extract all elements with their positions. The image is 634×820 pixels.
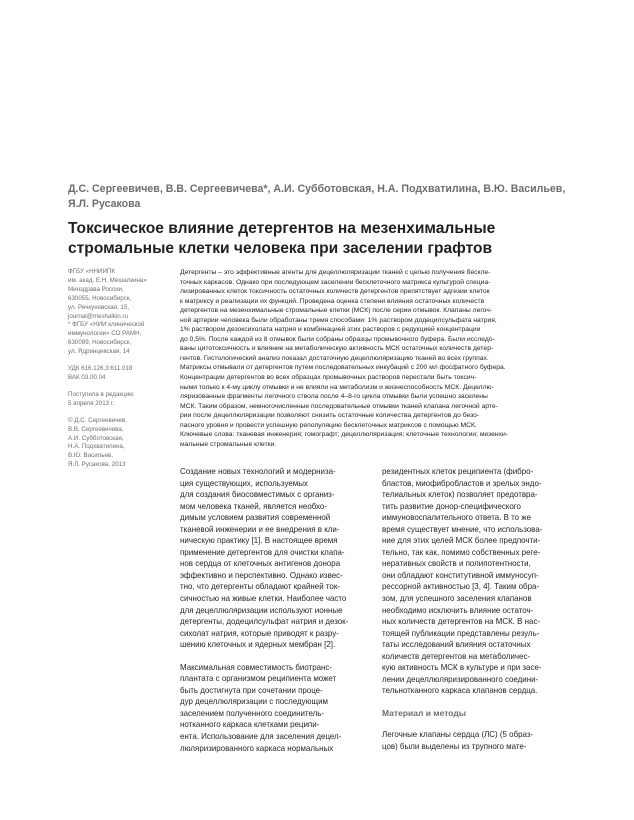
abstract-line: детергентов на мезенхимальные стромальные клетки (МСК) после серии отмывок. Клапаны легоч- bbox=[180, 307, 493, 315]
body-line: тно, что детергенты обладают крайней ток- bbox=[180, 582, 340, 592]
body-line: зом, для успешного заселения клапанов bbox=[382, 594, 532, 604]
copyright-line: В.В. Сергеевичева, bbox=[68, 425, 124, 433]
udk-code: УДК 616.126.3:611.018 bbox=[68, 365, 133, 373]
body-line: неративных свойств и полипотентности, bbox=[382, 559, 531, 569]
title-line: стромальные клетки человека при заселении графтов bbox=[68, 239, 493, 257]
body-line: для децеллюляризации используют ионные bbox=[180, 605, 343, 615]
vak-code: ВАК 03.00.04 bbox=[68, 373, 106, 381]
methods-paragraph bbox=[382, 729, 558, 752]
body-line: плантата с организмом реципиента может bbox=[180, 674, 337, 684]
body-line: они обладают конститутивной иммуносуп- bbox=[382, 570, 539, 580]
authors-line: Д.С. Сергеевичев, В.В. Сергеевичева*, А.И. Субботовская, bbox=[68, 183, 375, 195]
abstract-line: лизированных клеток токсичность остаточных количеств детергентов препятствует адгезии клеток bbox=[180, 288, 490, 296]
section-heading-methods: Материал и методы bbox=[382, 707, 466, 718]
affiliation-line: иммунологии» СО РАМН, bbox=[68, 330, 142, 338]
body-column-right bbox=[382, 466, 558, 764]
affiliation-line: * ФГБУ «НИИ клинической bbox=[68, 321, 145, 329]
body-line: Максимальная совместимость биотранс- bbox=[180, 662, 333, 672]
abstract-line: 1% раствором дезоксихолата натрия и комбинацией этих растворов с редукцией концентрации bbox=[180, 326, 481, 334]
body-line: тоящей публикации представлены резуль- bbox=[382, 628, 540, 638]
body-line: иммуновоспалительного ответа. В то же bbox=[382, 513, 532, 523]
body-line: рессорной активностью [3, 4]. Таким обра- bbox=[382, 582, 540, 592]
body-line: время существует мнение, что использова- bbox=[382, 524, 543, 534]
body-line: цов) были выделены из трупного мате- bbox=[382, 742, 527, 752]
body-line: количеств детергентов на метаболичес- bbox=[382, 651, 531, 661]
copyright-line: © Д.С. Сергеевичев, bbox=[68, 416, 127, 424]
body-line: заселением полученного соединитель- bbox=[180, 708, 325, 718]
copyright-line: А.И. Субботовская, bbox=[68, 434, 124, 442]
body-line: мом человека тканей, является необхо- bbox=[180, 501, 327, 511]
abstract bbox=[180, 268, 570, 449]
body-line: дур децеллюляризации с последующим bbox=[180, 697, 328, 707]
title-line: Токсическое влияние детергентов на мезенхимальные bbox=[68, 220, 496, 237]
affiliation-line: 630055, Новосибирск, bbox=[68, 294, 132, 302]
compatibility-paragraph bbox=[180, 662, 356, 754]
abstract-line: Детергенты – это эффективные агенты для децеллюляризации тканей с целью получения бескле- bbox=[180, 269, 491, 276]
affiliation bbox=[68, 268, 156, 357]
affiliation-line: ул. Ядринцевская, 14 bbox=[68, 348, 130, 356]
received-line: Поступила в редакцию bbox=[68, 390, 134, 398]
body-line: тканевой инженерии и ее внедрения в кли- bbox=[180, 524, 340, 534]
keywords-line: Ключевые слова: тканевая инженерия; гомографт; децеллюляризация; клеточные технологии; мезенхи- bbox=[180, 431, 509, 439]
copyright-line: Я.Л. Русакова, 2013 bbox=[68, 461, 126, 469]
continuation-paragraph bbox=[382, 466, 558, 697]
abstract-line: Концентрации детергентов во всех образцах промывочных растворов перестали быть токсич- bbox=[180, 374, 477, 382]
affiliation-line: ФГБУ «ННИИПК bbox=[68, 268, 115, 275]
abstract-line: Матриксы отмывали от детергентов путем последовательных инкубаций с 200 мл фосфатного буфера. bbox=[180, 364, 506, 372]
abstract-line: точных каркасов. Однако при последующем заселении бесклеточного матрикса культурой специа- bbox=[180, 278, 491, 286]
body-line: применение детергентов для очистки клапа- bbox=[180, 547, 345, 557]
body-line: Создание новых технологий и модерниза- bbox=[180, 467, 336, 476]
sidebar-info bbox=[68, 268, 156, 478]
body-line: ническую практику [1]. В настоящее время bbox=[180, 536, 338, 546]
abstract-line: ваны цитотоксичность и влияние на метаболическую активность МСК остаточных количеств детер- bbox=[180, 345, 494, 353]
affiliation-line: 630099, Новосибирск, bbox=[68, 339, 132, 347]
body-line: телиальных клеток) позволяет предотвра- bbox=[382, 490, 538, 500]
abstract-line: ляризованные фрагменты легочного ствола после 4–8-го цикла отмывки были успешно заселены bbox=[180, 393, 488, 401]
body-line: сихолат натрия, которые приводят к разру- bbox=[180, 628, 339, 638]
body-line: кую активность МСК в культуре и при засе- bbox=[382, 663, 542, 673]
copyright-line: Н.А. Подхватилина, bbox=[68, 443, 125, 451]
affiliation-line: им. акад. Е.Н. Мешалкина» bbox=[68, 276, 147, 284]
body-line: детергенты, додецилсульфат натрия и дезок- bbox=[180, 617, 349, 627]
classification-codes bbox=[68, 365, 156, 383]
body-line: нов сердца от клеточных антигенов донора bbox=[180, 559, 341, 569]
body-line: тельно, так как, помимо собственных реге- bbox=[382, 547, 541, 557]
body-line: сичностью на живые клетки. Наиболее часто bbox=[180, 594, 347, 604]
article-title bbox=[68, 219, 598, 258]
body-line: шению клеточных и ядерных мембран [2]. bbox=[180, 640, 336, 650]
body-line: необходимо исключить влияние остаточ- bbox=[382, 605, 534, 615]
body-line: резидентных клеток реципиента (фибро- bbox=[382, 467, 534, 476]
body-line: ние для этих целей МСК более предпочти- bbox=[382, 536, 541, 546]
abstract-line: до 0,5%. После каждой из 8 отмывок были собраны образцы промывочного буфера. Были исследо- bbox=[180, 335, 495, 343]
body-line: для создания биосовместимых с организ- bbox=[180, 490, 335, 500]
body-line: бластов, миофибробластов и зрелых эндо- bbox=[382, 478, 542, 488]
body-line: ента. Использование для заселения децел- bbox=[180, 732, 342, 742]
body-line: димым условием развития современной bbox=[180, 513, 331, 523]
intro-paragraph bbox=[180, 466, 356, 651]
authors-line: Н.А. Подхватилина, В.Ю. Васильев, Я.Л. Русакова bbox=[68, 183, 566, 210]
affiliation-line: ул. Речкуновская, 15, bbox=[68, 303, 130, 311]
body-line: ных количеств детергентов на МСК. В нас- bbox=[382, 617, 541, 627]
received-line: 5 апреля 2013 г. bbox=[68, 399, 115, 407]
body-line: люляризированного каркаса нормальных bbox=[180, 743, 334, 753]
abstract-line: пасного уровня и провести успешную репопуляцию бесклеточных матриксов с помощью МСК. bbox=[180, 421, 477, 429]
abstract-line: к матриксу и реализации их функций. Проведена оценка степени влияния остаточных количеств bbox=[180, 297, 485, 305]
keywords-line: мальные стромальные клетки. bbox=[180, 440, 277, 448]
received-date bbox=[68, 391, 156, 409]
body-line: таты исследований влияния остаточных bbox=[382, 640, 531, 650]
body-line: Легочные клапаны сердца (ЛС) (5 образ- bbox=[382, 730, 534, 740]
body-line: эффективно и перспективно. Однако извес- bbox=[180, 570, 343, 580]
abstract-line: ными только к 4-му циклу отмывки и не влияли на метаболизм и жизнеспособность МСК. Децеллю- bbox=[180, 383, 494, 391]
body-column-left bbox=[180, 466, 356, 765]
copyright bbox=[68, 417, 156, 470]
abstract-line: ной артерии человека были обработаны тремя способами: 1% раствором додецилсульфата натрия, bbox=[180, 316, 497, 324]
body-line: лении децеллюляризированного соедини- bbox=[382, 674, 539, 684]
abstract-line: рии после децеллюляризации позволяют снизить остаточные количества детергентов до безо- bbox=[180, 412, 480, 420]
abstract-line: гентов. Гистологический анализ показал достаточную децеллюляризацию тканей во всех группах. bbox=[180, 354, 489, 362]
body-line: быть достигнута при сочетании проце- bbox=[180, 685, 323, 695]
affiliation-email[interactable]: journal@meshalkin.ru bbox=[68, 312, 128, 320]
body-line: тить развитие донор-специфического bbox=[382, 501, 521, 511]
affiliation-line: Минздрава России, bbox=[68, 285, 124, 293]
body-line: ция существующих, используемых bbox=[180, 478, 308, 488]
abstract-line: МСК. Таким образом, немногочисленные последовательные отмывки тканей клапана легочной арте- bbox=[180, 402, 498, 410]
copyright-line: В.Ю. Васильев, bbox=[68, 452, 113, 460]
body-line: тельнотканного каркаса клапанов сердца. bbox=[382, 686, 538, 696]
authors bbox=[68, 182, 588, 211]
body-line: нотканного каркаса клетками реципи- bbox=[180, 720, 320, 730]
